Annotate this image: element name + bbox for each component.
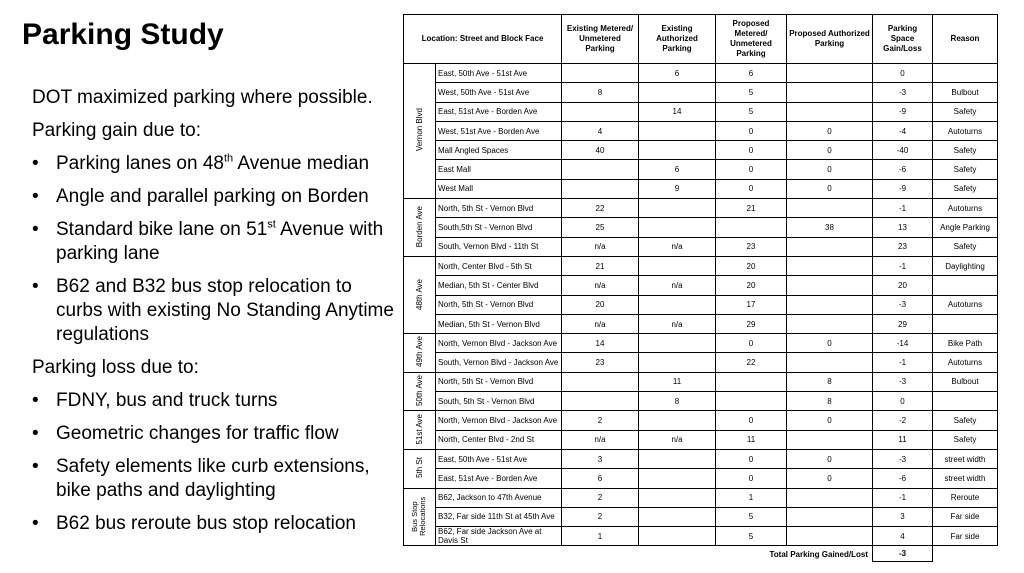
- value-cell: -4: [873, 121, 933, 140]
- location-cell: East, 50th Ave - 51st Ave: [436, 64, 562, 83]
- value-cell: -1: [873, 199, 933, 218]
- value-cell: 6: [639, 160, 716, 179]
- street-name: Vernon Blvd: [415, 108, 424, 152]
- location-cell: West Mall: [436, 179, 562, 198]
- value-cell: 0: [787, 411, 873, 430]
- value-cell: [787, 295, 873, 314]
- value-cell: 0: [873, 392, 933, 411]
- value-cell: 11: [639, 372, 716, 391]
- value-cell: [562, 392, 639, 411]
- value-cell: 0: [716, 160, 787, 179]
- table-row: [404, 237, 998, 256]
- summary-text: [32, 86, 402, 545]
- value-cell: 2: [562, 507, 639, 526]
- value-cell: 0: [716, 141, 787, 160]
- loss-item: • B62 bus reroute bus stop relocation: [32, 513, 356, 534]
- table-row: [404, 334, 998, 353]
- value-cell: 20: [562, 295, 639, 314]
- location-cell: North, Center Blvd - 5th St: [436, 256, 562, 275]
- loss-item: • FDNY, bus and truck turns: [32, 390, 278, 411]
- value-cell: 22: [562, 199, 639, 218]
- bullet-dot: •: [32, 513, 39, 534]
- location-cell: B62, Far side Jackson Ave at Davis St: [436, 527, 562, 546]
- blank-cell: [404, 546, 562, 562]
- value-cell: 0: [873, 64, 933, 83]
- table-row: [404, 353, 998, 372]
- table-header-row: [404, 15, 998, 64]
- loss-item: • Geometric changes for traffic flow: [32, 423, 339, 444]
- value-cell: Safety: [933, 102, 998, 121]
- gain-item: • B62 and B32 bus stop relocation to curbs with existing No Standing Anytime regulations: [32, 276, 394, 345]
- location-cell: North, Center Blvd - 2nd St: [436, 430, 562, 449]
- value-cell: [933, 392, 998, 411]
- location-cell: B62, Jackson to 47th Avenue: [436, 488, 562, 507]
- value-cell: 20: [873, 276, 933, 295]
- table-row: [404, 160, 998, 179]
- table-row: [404, 276, 998, 295]
- table-row: [404, 218, 998, 237]
- value-cell: -9: [873, 179, 933, 198]
- value-cell: 17: [716, 295, 787, 314]
- value-cell: n/a: [639, 430, 716, 449]
- value-cell: [562, 179, 639, 198]
- location-cell: East, 51st Ave - Borden Ave: [436, 469, 562, 488]
- value-cell: Bulbout: [933, 372, 998, 391]
- location-cell: South,5th St - Vernon Blvd: [436, 218, 562, 237]
- value-cell: 5: [716, 102, 787, 121]
- value-cell: [639, 334, 716, 353]
- table-row: [404, 199, 998, 218]
- table-row: [404, 507, 998, 526]
- street-group-label: [404, 411, 436, 450]
- street-name: 51st Ave: [415, 413, 424, 445]
- value-cell: [562, 64, 639, 83]
- value-cell: Far side: [933, 527, 998, 546]
- value-cell: Angle Parking: [933, 218, 998, 237]
- value-cell: 0: [716, 449, 787, 468]
- value-cell: 21: [716, 199, 787, 218]
- value-cell: -6: [873, 469, 933, 488]
- bullet-dot: •: [32, 186, 39, 207]
- street-group-label: [404, 334, 436, 373]
- value-cell: Safety: [933, 237, 998, 256]
- value-cell: 29: [873, 314, 933, 333]
- value-cell: n/a: [562, 314, 639, 333]
- table-body: [404, 64, 998, 562]
- street-group-label: [404, 488, 436, 546]
- value-cell: [639, 121, 716, 140]
- value-cell: 21: [562, 256, 639, 275]
- value-cell: 38: [787, 218, 873, 237]
- value-cell: 20: [716, 276, 787, 295]
- street-name: 5th St: [415, 457, 424, 479]
- value-cell: 0: [787, 141, 873, 160]
- value-cell: Autoturns: [933, 121, 998, 140]
- value-cell: 23: [873, 237, 933, 256]
- value-cell: Bike Path: [933, 334, 998, 353]
- value-cell: [639, 527, 716, 546]
- bullet-dot: •: [32, 153, 39, 174]
- bullet-dot: •: [32, 276, 39, 297]
- value-cell: [787, 353, 873, 372]
- location-cell: South, 5th St - Vernon Blvd: [436, 392, 562, 411]
- value-cell: [639, 469, 716, 488]
- value-cell: 1: [716, 488, 787, 507]
- value-cell: 9: [639, 179, 716, 198]
- table-row: [404, 179, 998, 198]
- value-cell: Safety: [933, 430, 998, 449]
- column-header: Existing Authorized Parking: [639, 15, 716, 64]
- value-cell: n/a: [639, 314, 716, 333]
- street-name: 48th Ave: [415, 278, 424, 310]
- value-cell: -3: [873, 83, 933, 102]
- value-cell: 11: [716, 430, 787, 449]
- location-cell: East Mall: [436, 160, 562, 179]
- value-cell: Daylighting: [933, 256, 998, 275]
- value-cell: 22: [716, 353, 787, 372]
- table-row: [404, 121, 998, 140]
- value-cell: Bulbout: [933, 83, 998, 102]
- value-cell: -3: [873, 295, 933, 314]
- value-cell: 8: [787, 372, 873, 391]
- value-cell: [787, 507, 873, 526]
- value-cell: Reroute: [933, 488, 998, 507]
- column-header: Proposed Authorized Parking: [787, 15, 873, 64]
- value-cell: 0: [716, 179, 787, 198]
- table-row: [404, 256, 998, 275]
- value-cell: 0: [716, 334, 787, 353]
- table-row: [404, 83, 998, 102]
- street-name: 49th Ave: [415, 336, 424, 368]
- location-cell: West, 51st Ave - Borden Ave: [436, 121, 562, 140]
- value-cell: [639, 218, 716, 237]
- value-cell: 29: [716, 314, 787, 333]
- blank-cell: [933, 546, 998, 562]
- location-cell: Median, 5th St - Vernon Blvd: [436, 314, 562, 333]
- bullet-dot: •: [32, 219, 39, 240]
- value-cell: 5: [716, 507, 787, 526]
- value-cell: [639, 411, 716, 430]
- table-row: [404, 392, 998, 411]
- value-cell: 0: [716, 121, 787, 140]
- ordinal-suffix: st: [267, 218, 276, 231]
- value-cell: [639, 295, 716, 314]
- value-cell: -2: [873, 411, 933, 430]
- total-value: -3: [873, 546, 933, 562]
- table-row: [404, 314, 998, 333]
- location-cell: West, 50th Ave - 51st Ave: [436, 83, 562, 102]
- table-row: [404, 411, 998, 430]
- value-cell: [787, 199, 873, 218]
- table-row: [404, 102, 998, 121]
- table-row: [404, 449, 998, 468]
- value-cell: 2: [562, 488, 639, 507]
- value-cell: 5: [716, 527, 787, 546]
- value-cell: 23: [716, 237, 787, 256]
- location-cell: South, Vernon Blvd - Jackson Ave: [436, 353, 562, 372]
- value-cell: -1: [873, 256, 933, 275]
- value-cell: [787, 64, 873, 83]
- value-cell: Far side: [933, 507, 998, 526]
- gain-heading: Parking gain due to:: [32, 120, 202, 141]
- column-header: Parking Space Gain/Loss: [873, 15, 933, 64]
- bullet-dot: •: [32, 423, 39, 444]
- value-cell: 0: [716, 411, 787, 430]
- value-cell: [787, 237, 873, 256]
- value-cell: 4: [562, 121, 639, 140]
- value-cell: [639, 83, 716, 102]
- value-cell: [933, 314, 998, 333]
- value-cell: 0: [787, 449, 873, 468]
- table-row: [404, 430, 998, 449]
- value-cell: 0: [787, 469, 873, 488]
- value-cell: 3: [873, 507, 933, 526]
- value-cell: n/a: [562, 276, 639, 295]
- value-cell: -9: [873, 102, 933, 121]
- value-cell: 23: [562, 353, 639, 372]
- value-cell: 6: [639, 64, 716, 83]
- street-group-label: [404, 372, 436, 411]
- value-cell: 20: [716, 256, 787, 275]
- value-cell: [787, 488, 873, 507]
- value-cell: [639, 141, 716, 160]
- column-header: Reason: [933, 15, 998, 64]
- total-row: [404, 546, 998, 562]
- value-cell: street width: [933, 469, 998, 488]
- value-cell: [639, 449, 716, 468]
- column-header: Proposed Metered/ Unmetered Parking: [716, 15, 787, 64]
- street-group-label: [404, 199, 436, 257]
- bullet-dot: •: [32, 390, 39, 411]
- value-cell: 1: [562, 527, 639, 546]
- location-cell: North, Vernon Blvd - Jackson Ave: [436, 411, 562, 430]
- table-row: [404, 295, 998, 314]
- parking-study-table: [403, 14, 998, 562]
- gain-list: [32, 152, 402, 347]
- column-header: Existing Metered/ Unmetered Parking: [562, 15, 639, 64]
- value-cell: 0: [787, 179, 873, 198]
- value-cell: [787, 83, 873, 102]
- value-cell: [716, 218, 787, 237]
- value-cell: street width: [933, 449, 998, 468]
- value-cell: 2: [562, 411, 639, 430]
- value-cell: [639, 199, 716, 218]
- value-cell: [787, 527, 873, 546]
- street-name: Bus Stop Relocations: [409, 496, 427, 536]
- parking-table-container: [403, 14, 997, 573]
- value-cell: -3: [873, 449, 933, 468]
- gain-item: • Standard bike lane on 51st Avenue with parking lane: [32, 218, 384, 264]
- value-cell: 40: [562, 141, 639, 160]
- value-cell: n/a: [639, 276, 716, 295]
- value-cell: 0: [787, 160, 873, 179]
- table-row: [404, 141, 998, 160]
- location-cell: B32, Far side 11th St at 45th Ave: [436, 507, 562, 526]
- value-cell: Autoturns: [933, 199, 998, 218]
- value-cell: [787, 314, 873, 333]
- value-cell: Safety: [933, 179, 998, 198]
- gain-item: • Angle and parallel parking on Borden: [32, 186, 369, 207]
- value-cell: 8: [562, 83, 639, 102]
- value-cell: Safety: [933, 411, 998, 430]
- value-cell: 6: [562, 469, 639, 488]
- value-cell: 8: [787, 392, 873, 411]
- intro-text: DOT maximized parking where possible.: [32, 87, 373, 108]
- value-cell: [562, 160, 639, 179]
- street-group-label: [404, 64, 436, 199]
- value-cell: 14: [562, 334, 639, 353]
- street-group-label: [404, 256, 436, 333]
- location-cell: North, 5th St - Vernon Blvd: [436, 199, 562, 218]
- value-cell: 4: [873, 527, 933, 546]
- value-cell: 13: [873, 218, 933, 237]
- value-cell: [639, 507, 716, 526]
- table-row: [404, 488, 998, 507]
- column-header: Location: Street and Block Face: [404, 15, 562, 64]
- value-cell: [787, 102, 873, 121]
- value-cell: -6: [873, 160, 933, 179]
- total-label: Total Parking Gained/Lost: [769, 549, 868, 559]
- value-cell: [639, 256, 716, 275]
- value-cell: [787, 276, 873, 295]
- value-cell: -1: [873, 488, 933, 507]
- value-cell: [639, 353, 716, 372]
- value-cell: 3: [562, 449, 639, 468]
- loss-item: • Safety elements like curb extensions, bike paths and daylighting: [32, 456, 370, 501]
- value-cell: [562, 372, 639, 391]
- table-row: [404, 64, 998, 83]
- value-cell: 0: [716, 469, 787, 488]
- location-cell: Mall Angled Spaces: [436, 141, 562, 160]
- value-cell: -40: [873, 141, 933, 160]
- value-cell: Safety: [933, 141, 998, 160]
- value-cell: n/a: [562, 237, 639, 256]
- value-cell: Autoturns: [933, 295, 998, 314]
- value-cell: 0: [787, 121, 873, 140]
- value-cell: [716, 372, 787, 391]
- street-group-label: [404, 449, 436, 488]
- value-cell: 5: [716, 83, 787, 102]
- value-cell: -14: [873, 334, 933, 353]
- value-cell: [562, 102, 639, 121]
- loss-heading: Parking loss due to:: [32, 357, 199, 378]
- bullet-dot: •: [32, 456, 39, 477]
- value-cell: [933, 276, 998, 295]
- value-cell: [716, 392, 787, 411]
- location-cell: North, 5th St - Vernon Blvd: [436, 295, 562, 314]
- value-cell: -1: [873, 353, 933, 372]
- value-cell: 25: [562, 218, 639, 237]
- value-cell: Autoturns: [933, 353, 998, 372]
- value-cell: -3: [873, 372, 933, 391]
- location-cell: North, 5th St - Vernon Blvd: [436, 372, 562, 391]
- location-cell: Median, 5th St - Center Blvd: [436, 276, 562, 295]
- value-cell: 11: [873, 430, 933, 449]
- value-cell: n/a: [562, 430, 639, 449]
- value-cell: [787, 256, 873, 275]
- table-row: [404, 527, 998, 546]
- value-cell: n/a: [639, 237, 716, 256]
- value-cell: Safety: [933, 160, 998, 179]
- value-cell: 8: [639, 392, 716, 411]
- value-cell: [787, 430, 873, 449]
- value-cell: 0: [787, 334, 873, 353]
- location-cell: East, 50th Ave - 51st Ave: [436, 449, 562, 468]
- loss-list: [32, 389, 402, 536]
- value-cell: [639, 488, 716, 507]
- street-name: 50th Ave: [415, 375, 424, 407]
- gain-item: • Parking lanes on 48th Avenue median: [32, 152, 370, 174]
- location-cell: South, Vernon Blvd - 11th St: [436, 237, 562, 256]
- street-name: Borden Ave: [415, 205, 424, 248]
- location-cell: North, Vernon Blvd - Jackson Ave: [436, 334, 562, 353]
- page-title: Parking Study: [22, 18, 224, 51]
- value-cell: 6: [716, 64, 787, 83]
- location-cell: East, 51st Ave - Borden Ave: [436, 102, 562, 121]
- table-row: [404, 469, 998, 488]
- ordinal-suffix: th: [223, 152, 234, 165]
- value-cell: [933, 64, 998, 83]
- value-cell: 14: [639, 102, 716, 121]
- table-row: [404, 372, 998, 391]
